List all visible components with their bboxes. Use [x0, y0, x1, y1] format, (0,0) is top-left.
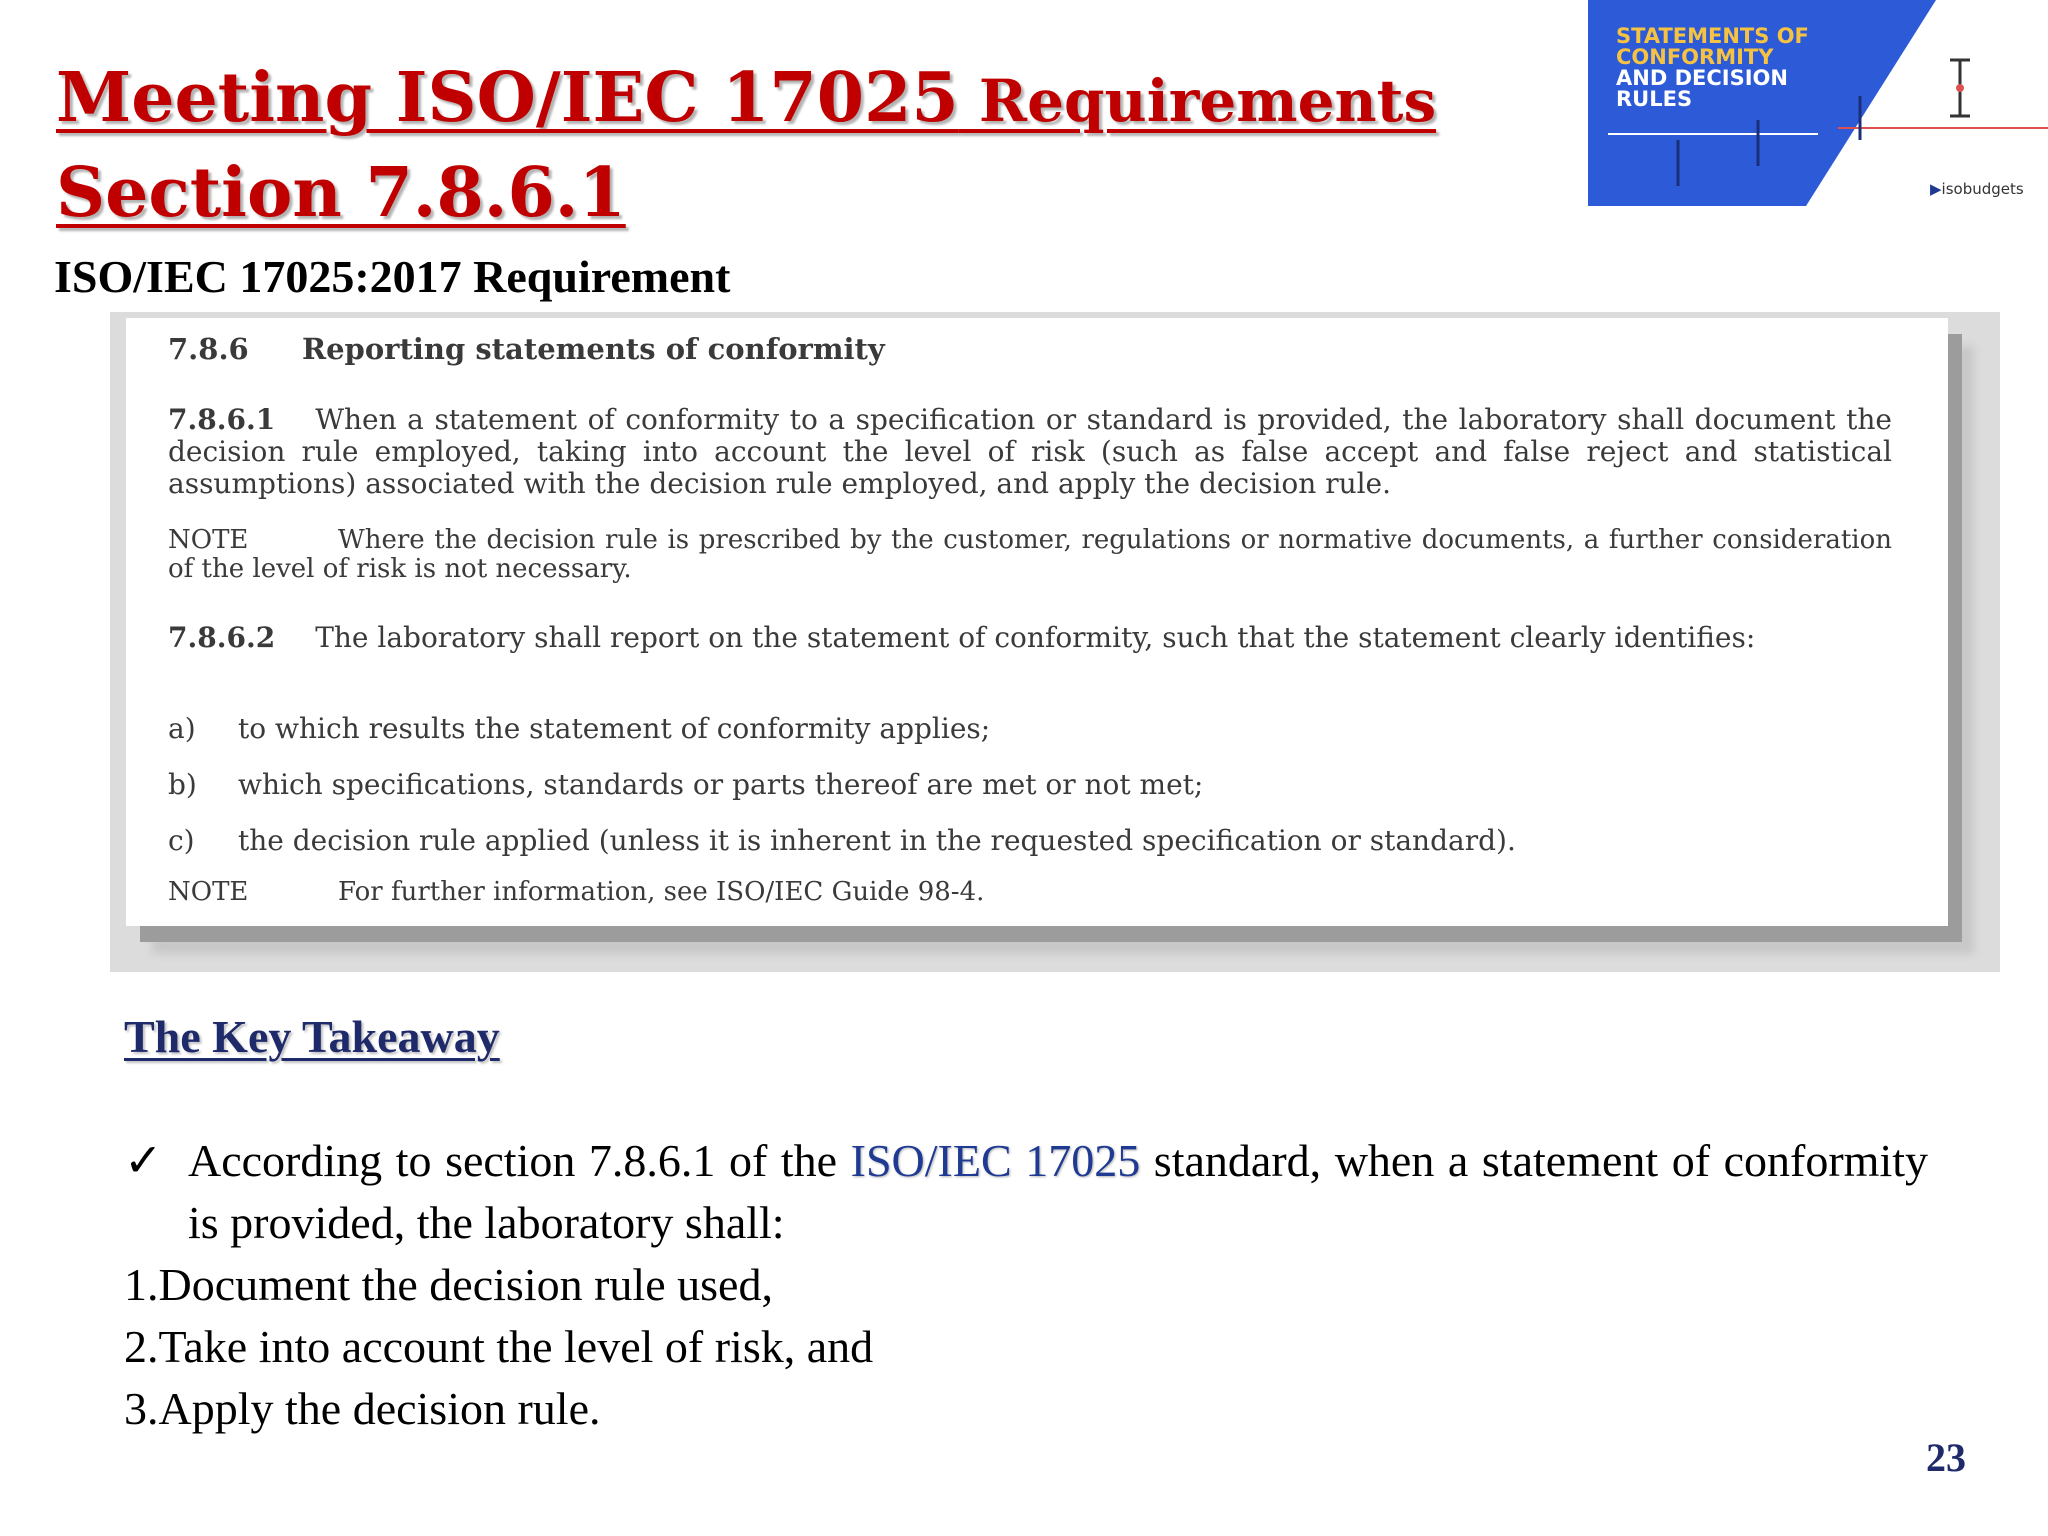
clause-7-8-6-1 — [168, 404, 1892, 500]
list-item — [168, 824, 1892, 857]
title-line-2: Section 7.8.6.1 — [56, 153, 626, 233]
title-requirements: Requirements — [958, 67, 1437, 135]
list-item-label: b) — [168, 768, 197, 801]
excerpt-heading-number: 7.8.6 — [168, 332, 249, 366]
isobudgets-logo — [1930, 180, 2024, 198]
list-item: 1.Document the decision rule used, — [124, 1259, 773, 1310]
note-2 — [168, 878, 1892, 907]
takeaway-bullet — [124, 1130, 1928, 1254]
standard-excerpt — [126, 318, 1948, 926]
bullet-text-before: According to section 7.8.6.1 of the — [188, 1135, 851, 1186]
list-item-text: which specifications, standards or parts thereof are met or not met; — [238, 768, 1204, 801]
list-item-label: c) — [168, 824, 195, 857]
title-line-1 — [56, 52, 1576, 147]
slide-title — [56, 52, 1576, 239]
thumbnail-image — [1588, 0, 2048, 206]
clause-7-8-6-1-text: When a statement of conformity to a specification or standard is provided, the laboratory shall document the decision rule employed, taking into account the level of risk (such as false accept and false reject and statistical assumptions) associated with the decision rule employed, and apply the decision rule. — [168, 403, 1892, 500]
logo-text: isobudgets — [1941, 180, 2024, 198]
clause-7-8-6-2-text: The laboratory shall report on the statement of conformity, such that the statement clearly identifies: — [315, 621, 1756, 654]
note-1-text: Where the decision rule is prescribed by the customer, regulations or normative documents, a further consideration of the level of risk is not necessary. — [168, 525, 1892, 584]
note-1 — [168, 526, 1892, 584]
note-2-label: NOTE — [168, 877, 249, 907]
clause-7-8-6-2-number: 7.8.6.2 — [168, 621, 276, 654]
note-1-label: NOTE — [168, 525, 249, 555]
excerpt-heading — [168, 332, 1892, 366]
list-item — [168, 768, 1892, 801]
takeaway-bullet-text — [188, 1130, 1928, 1254]
note-2-text: For further information, see ISO/IEC Guide 98-4. — [338, 877, 985, 907]
thumbnail-title — [1616, 26, 1856, 110]
clause-7-8-6-2 — [168, 622, 1892, 654]
list-item-text: to which results the statement of conformity applies; — [238, 712, 991, 745]
thumbnail-title-line-2: AND DECISION RULES — [1616, 66, 1788, 111]
takeaway-heading: The Key Takeaway — [124, 1011, 500, 1062]
list-item: 2.Take into account the level of risk, and — [124, 1321, 874, 1372]
iso-17025-link[interactable]: ISO/IEC 17025 — [850, 1135, 1141, 1186]
list-item-label: a) — [168, 712, 196, 745]
requirement-heading: ISO/IEC 17025:2017 Requirement — [54, 251, 731, 302]
checkmark-icon: ✓ — [124, 1135, 163, 1186]
thumbnail-title-line-1: STATEMENTS OF CONFORMITY — [1616, 24, 1809, 69]
takeaway-steps — [124, 1254, 873, 1440]
list-item: 3.Apply the decision rule. — [124, 1383, 601, 1434]
excerpt-heading-text: Reporting statements of conformity — [302, 332, 885, 366]
list-item-text: the decision rule applied (unless it is inherent in the requested specification or standard). — [238, 824, 1516, 857]
logo-mark-icon: ▶ — [1930, 180, 1942, 198]
clause-7-8-6-1-number: 7.8.6.1 — [168, 403, 276, 436]
list-item — [168, 712, 1892, 745]
bullet-text-after: standard, when a statement of conformity is provided, the laboratory shall: — [188, 1135, 1929, 1248]
page-number: 23 — [1926, 1435, 1966, 1480]
title-main: Meeting ISO/IEC 17025 — [56, 58, 959, 138]
